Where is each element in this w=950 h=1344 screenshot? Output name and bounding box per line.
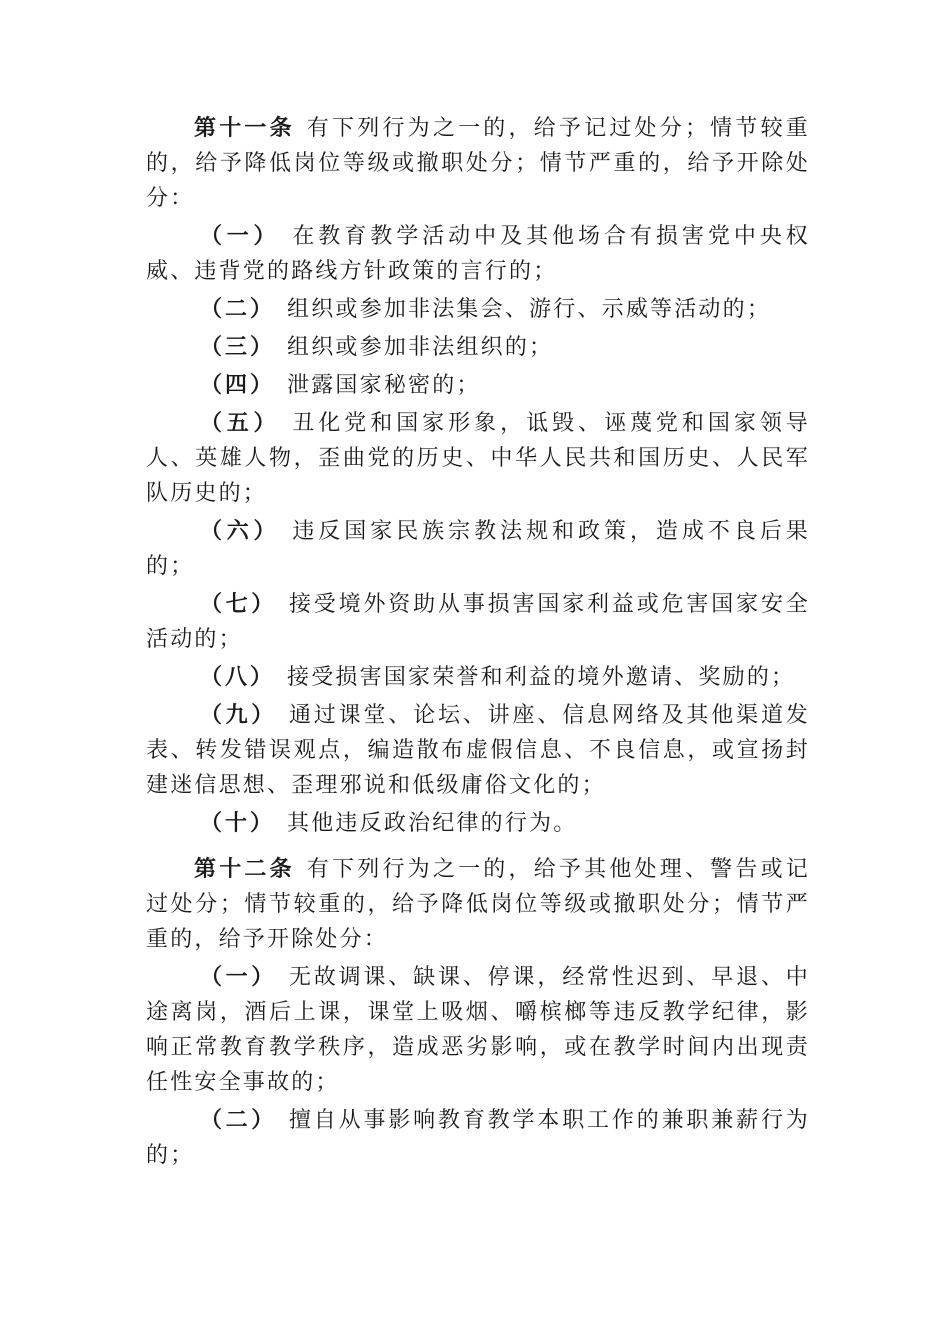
article-11-item-10 <box>146 806 810 841</box>
article-11-item-5 <box>146 406 810 511</box>
article-11-item-4 <box>146 368 810 403</box>
item-text: 通过课堂、论坛、讲座、信息网络及其他渠道发表、转发错误观点，编造散布虚假信息、不良信息，或宣扬封建迷信思想、歪理邪说和低级庸俗文化的； <box>146 703 810 798</box>
article-number: 第十二条 <box>194 857 295 882</box>
article-11-item-6 <box>146 514 810 584</box>
article-number: 第十一条 <box>194 116 295 141</box>
item-number: （七） <box>200 592 277 617</box>
item-text: 违反国家民族宗教法规和政策，造成不良后果的； <box>146 519 810 579</box>
article-11 <box>146 111 810 216</box>
item-text: 接受境外资助从事损害国家利益或危害国家安全活动的； <box>146 592 810 652</box>
item-text: 丑化党和国家形象，诋毁、诬蔑党和国家领导人、英雄人物，歪曲党的历史、中华人民共和国历史、人民军队历史的； <box>146 411 810 506</box>
document-page <box>146 108 810 1173</box>
item-number: （三） <box>200 335 276 360</box>
item-number: （九） <box>200 703 277 728</box>
item-number: （八） <box>200 665 276 690</box>
article-12-item-1 <box>146 960 810 1100</box>
item-number: （一） <box>200 965 277 990</box>
item-text: 其他违反政治纪律的行为。 <box>287 811 578 836</box>
article-text: 有下列行为之一的，给予其他处理、警告或记过处分；情节较重的，给予降低岗位等级或撤职处分；情节严重的，给予开除处分： <box>146 857 810 952</box>
article-11-item-3 <box>146 330 810 365</box>
article-11-item-1 <box>146 219 810 289</box>
item-number: （十） <box>200 811 276 836</box>
item-text: 组织或参加非法组织的； <box>287 335 554 360</box>
item-text: 无故调课、缺课、停课，经常性迟到、早退、中途离岗，酒后上课，课堂上吸烟、嚼槟榔等违反教学纪律，影响正常教育教学秩序，造成恶劣影响，或在教学时间内出现责任性安全事故的； <box>146 965 810 1095</box>
item-text: 泄露国家秘密的； <box>287 373 481 398</box>
item-number: （四） <box>200 373 276 398</box>
item-number: （二） <box>200 1108 277 1133</box>
item-text: 擅自从事影响教育教学本职工作的兼职兼薪行为的； <box>146 1108 810 1168</box>
article-11-item-8 <box>146 660 810 695</box>
article-11-item-7 <box>146 587 810 657</box>
item-number: （二） <box>200 297 276 322</box>
article-12 <box>146 852 810 957</box>
item-text: 接受损害国家荣誉和利益的境外邀请、奖励的； <box>287 665 796 690</box>
article-12-item-2 <box>146 1103 810 1173</box>
item-number: （六） <box>200 519 281 544</box>
article-11-item-2 <box>146 292 810 327</box>
article-11-item-9 <box>146 698 810 803</box>
item-text: 组织或参加非法集会、游行、示威等活动的； <box>287 297 772 322</box>
item-text: 在教育教学活动中及其他场合有损害党中央权威、违背党的路线方针政策的言行的； <box>146 224 810 284</box>
article-text: 有下列行为之一的，给予记过处分；情节较重的，给予降低岗位等级或撤职处分；情节严重的，给予开除处分： <box>146 116 810 211</box>
item-number: （一） <box>200 224 281 249</box>
item-number: （五） <box>200 411 281 436</box>
